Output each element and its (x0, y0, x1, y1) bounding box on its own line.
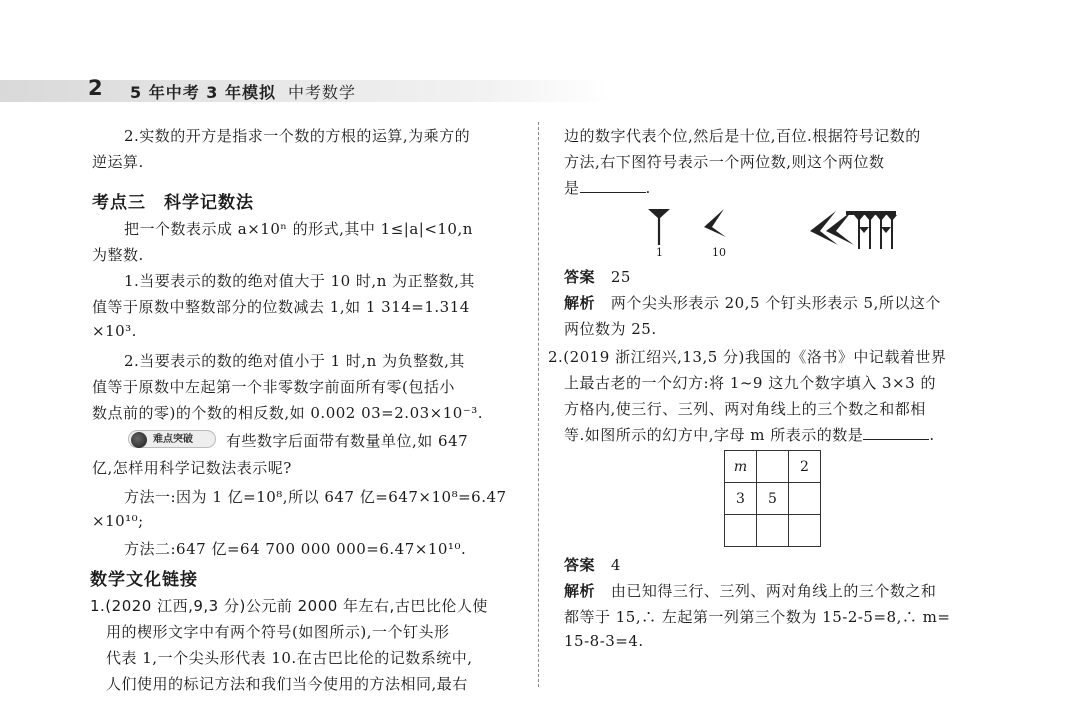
question-text: . (645, 179, 651, 197)
figure-label: 10 (712, 246, 726, 259)
definition-line: 为整数. (92, 246, 144, 264)
answer-line (564, 266, 631, 287)
grid-cell (725, 515, 757, 547)
badge-label: 难点突破 (153, 434, 193, 445)
nail-symbol-icon (648, 209, 670, 245)
question-text: . (929, 426, 935, 444)
question-line: 1.(2020 江西,9,3 分)公元前 2000 年左右,古巴比伦人使 (90, 597, 488, 615)
grid-cell: 2 (789, 451, 821, 483)
question-text: 是 (564, 179, 580, 197)
badge-icon (131, 432, 147, 448)
rule-line: 值等于原数中左起第一个非零数字前面所有零(包括小 (92, 378, 455, 396)
grid-cell (757, 515, 789, 547)
question-line (564, 177, 651, 198)
intro-line: 逆运算. (92, 153, 144, 171)
question-line: 代表 1,一个尖头形代表 10.在古巴比伦的记数系统中, (106, 649, 473, 667)
answer-blank (580, 178, 646, 193)
rule-line: ×10³. (92, 322, 137, 340)
question-line: 方法,右下图符号表示一个两位数,则这个两位数 (564, 153, 885, 171)
difficulty-badge (128, 430, 216, 448)
grid-cell (757, 451, 789, 483)
question-line: 2.(2019 浙江绍兴,13,5 分)我国的《洛书》中记载着世界 (548, 348, 947, 366)
question-text: 等.如图所示的幻方中,字母 m 所表示的数是 (564, 426, 864, 444)
tip-line: 亿,怎样用科学记数法表示呢? (92, 459, 292, 477)
analysis-line: 两位数为 25. (564, 320, 657, 338)
analysis-line (564, 292, 941, 313)
section-title: 考点三 科学记数法 (92, 193, 254, 213)
question-line (564, 424, 935, 445)
composite-symbol-icon (810, 211, 897, 249)
magic-square-grid (724, 450, 821, 547)
rule-line: 2.当要表示的数的绝对值小于 1 时,n 为负整数,其 (124, 352, 465, 370)
grid-cell: 5 (757, 483, 789, 515)
series-title: 5 年中考 3 年模拟 (130, 83, 276, 102)
analysis-line (564, 580, 936, 601)
answer-line (564, 554, 621, 575)
rule-line: 值等于原数中整数部分的位数减去 1,如 1 314=1.314 (92, 298, 470, 316)
answer-label: 答案 (564, 556, 596, 574)
question-line: 方格内,使三行、三列、两对角线上的三个数之和都相 (564, 400, 926, 418)
intro-line: 2.实数的开方是指求一个数的方根的运算,为乘方的 (124, 127, 471, 145)
analysis-text: 由已知得三行、三列、两对角线上的三个数之和 (610, 582, 937, 600)
method-line: 方法一:因为 1 亿=10⁸,所以 647 亿=647×10⁸=6.47 (124, 488, 507, 506)
rule-line: 1.当要表示的数的绝对值大于 10 时,n 为正整数,其 (124, 272, 475, 290)
analysis-text: 两个尖头形表示 20,5 个钉头形表示 5,所以这个 (610, 294, 941, 312)
method-line: 方法二:647 亿=64 700 000 000=6.47×10¹⁰. (124, 540, 467, 558)
question-line: 边的数字代表个位,然后是十位,百位.根据符号记数的 (564, 127, 921, 145)
answer-blank (863, 425, 929, 440)
page-number: 2 (88, 76, 103, 100)
answer-label: 答案 (564, 268, 596, 286)
analysis-label: 解析 (564, 294, 596, 312)
analysis-label: 解析 (564, 582, 596, 600)
grid-cell (789, 515, 821, 547)
definition-line: 把一个数表示成 a×10ⁿ 的形式,其中 1≤|a|<10,n (124, 220, 473, 238)
question-line: 人们使用的标记方法和我们当今使用的方法相同,最右 (106, 675, 468, 693)
culture-title: 数学文化链接 (90, 570, 198, 590)
question-line: 上最古老的一个幻方:将 1~9 这九个数字填入 3×3 的 (564, 374, 936, 392)
column-divider (538, 122, 539, 687)
rule-line: 数点前的零)的个数的相反数,如 0.002 03=2.03×10⁻³. (92, 404, 484, 422)
wedge-symbol-icon (704, 209, 726, 237)
figure-label: 1 (656, 246, 663, 259)
grid-cell (789, 483, 821, 515)
analysis-line: 15-8-3=4. (564, 632, 644, 650)
tip-line: 有些数字后面带有数量单位,如 647 (226, 432, 469, 450)
subject-title: 中考数学 (288, 83, 357, 102)
answer-value: 25 (610, 268, 631, 286)
question-line: 用的楔形文字中有两个符号(如图所示),一个钉头形 (106, 623, 450, 641)
grid-cell: m (725, 451, 757, 483)
method-line: ×10¹⁰; (92, 512, 144, 530)
cuneiform-figure (640, 205, 900, 265)
answer-value: 4 (610, 556, 621, 574)
analysis-line: 都等于 15,∴ 左起第一列第三个数为 15-2-5=8,∴ m= (564, 608, 951, 626)
grid-cell: 3 (725, 483, 757, 515)
